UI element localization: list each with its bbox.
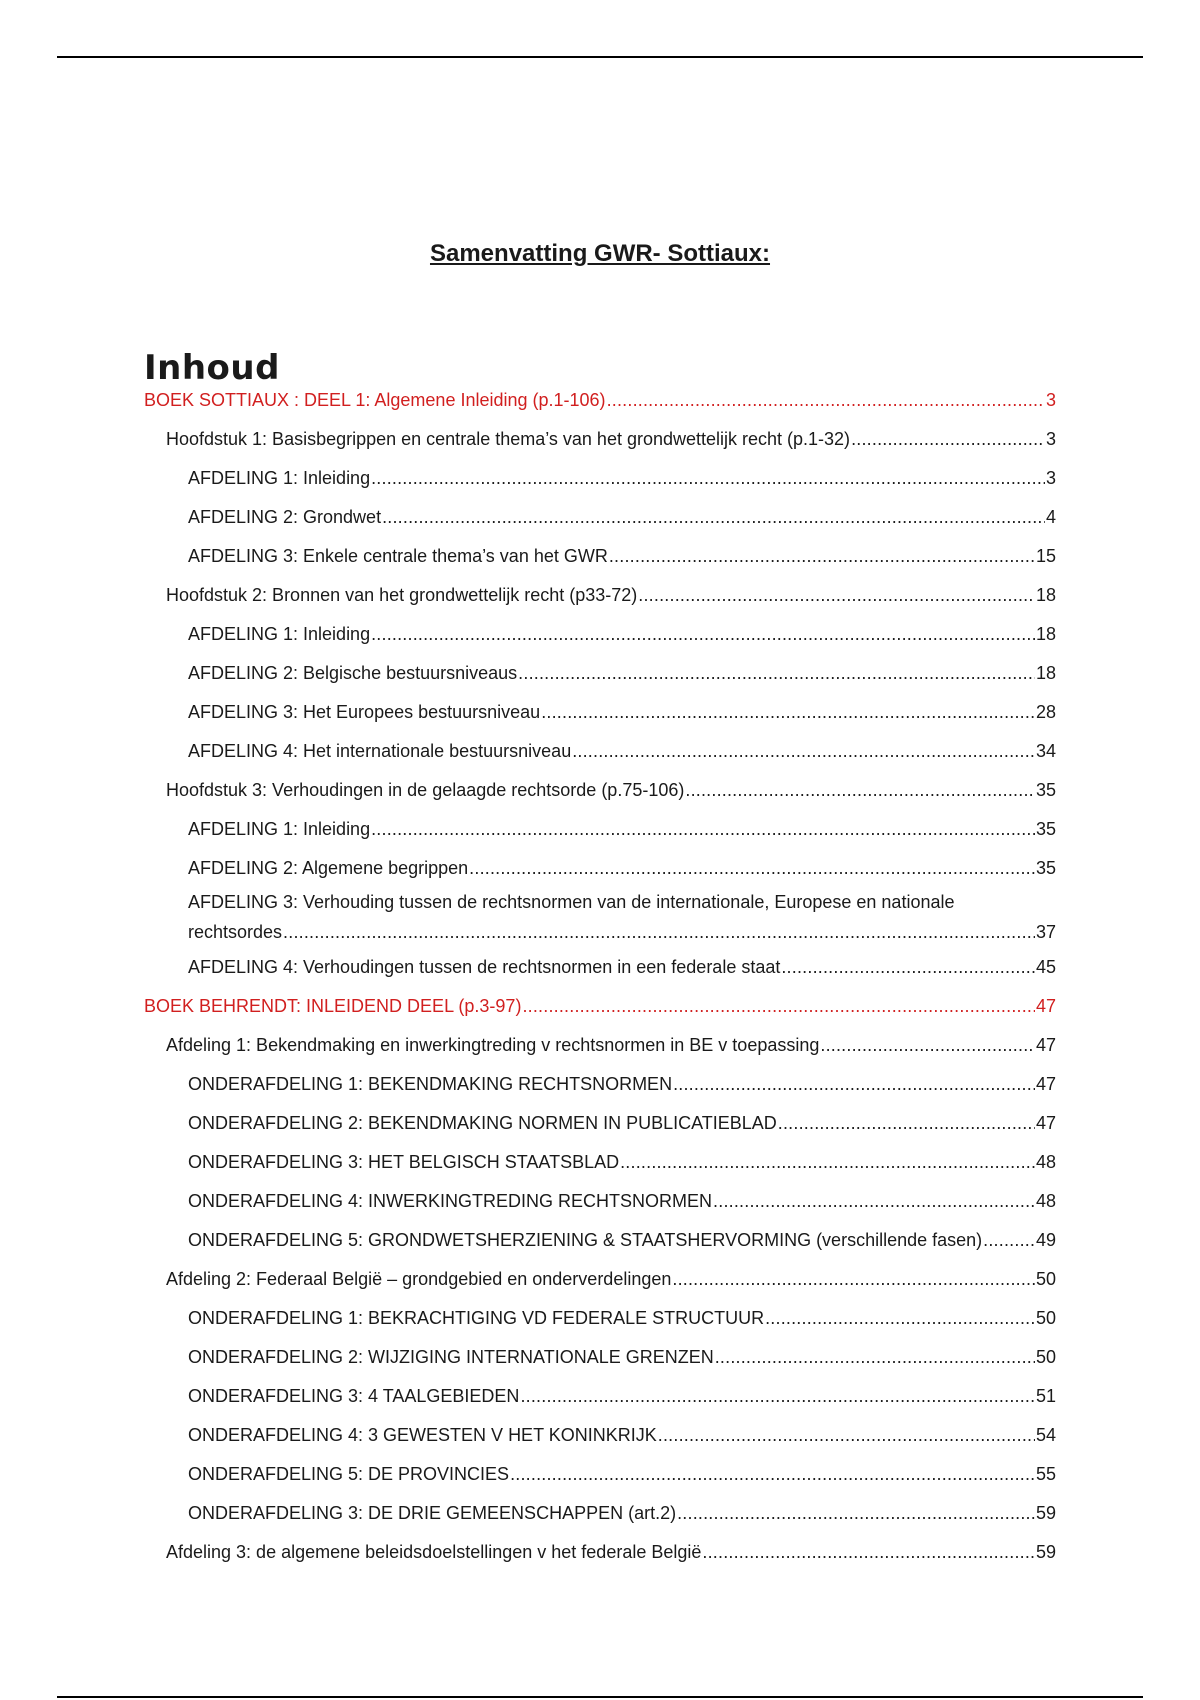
toc-entry[interactable]	[144, 890, 1056, 944]
toc-entry[interactable]	[144, 1345, 1056, 1369]
toc-entry-page: 3	[1045, 390, 1056, 410]
toc-entry-page: 3	[1045, 468, 1056, 488]
toc-entry-text: ONDERAFDELING 4: INWERKINGTREDING RECHTSNORMEN	[188, 1191, 713, 1211]
toc-entry-page: 50	[1035, 1308, 1056, 1328]
toc-entry-text: ONDERAFDELING 3: DE DRIE GEMEENSCHAPPEN (art.2)	[188, 1503, 677, 1523]
toc-entry[interactable]	[144, 1540, 1056, 1564]
toc-entry[interactable]	[144, 1033, 1056, 1057]
toc-entry-page: 15	[1035, 546, 1056, 566]
toc-entry[interactable]	[144, 1111, 1056, 1135]
toc-entry[interactable]	[144, 1423, 1056, 1447]
toc-leader-dots	[607, 388, 1045, 412]
toc-leader-dots	[713, 1189, 1035, 1213]
toc-entry-page: 4	[1045, 507, 1056, 527]
toc-leader-dots	[371, 817, 1035, 841]
toc-entry-page: 3	[1045, 429, 1056, 449]
toc-entry-text: ONDERAFDELING 5: GRONDWETSHERZIENING & STAATSHERVORMING (verschillende fasen)	[188, 1230, 983, 1250]
toc-leader-dots	[518, 661, 1035, 685]
toc-leader-dots	[469, 856, 1035, 880]
toc-entry-page: 47	[1035, 1074, 1056, 1094]
toc-entry-page: 48	[1035, 1191, 1056, 1211]
toc-entry[interactable]	[144, 817, 1056, 841]
toc-entry[interactable]	[144, 739, 1056, 763]
footer-rule	[57, 1696, 1143, 1698]
toc-entry-page: 35	[1035, 858, 1056, 878]
toc-leader-dots	[520, 1384, 1035, 1408]
toc-leader-dots	[778, 1111, 1035, 1135]
toc-entry[interactable]	[144, 661, 1056, 685]
toc-entry-text: AFDELING 2: Algemene begrippen	[188, 858, 469, 878]
toc-entry-page: 37	[1035, 922, 1056, 942]
toc-entry-page: 18	[1035, 663, 1056, 683]
toc-entry[interactable]	[144, 1189, 1056, 1213]
toc-entry-page: 47	[1035, 1035, 1056, 1055]
table-of-contents	[144, 388, 1056, 1564]
toc-entry-page: 47	[1035, 996, 1056, 1016]
toc-entry[interactable]	[144, 700, 1056, 724]
toc-leader-dots	[851, 427, 1045, 451]
toc-entry-page: 18	[1035, 585, 1056, 605]
toc-entry-text: AFDELING 4: Verhoudingen tussen de rechtsnormen in een federale staat	[188, 957, 781, 977]
toc-entry-page: 18	[1035, 624, 1056, 644]
toc-entry-text: AFDELING 1: Inleiding	[188, 819, 371, 839]
toc-entry-text: Hoofdstuk 2: Bronnen van het grondwettelijk recht (p33-72)	[166, 585, 638, 605]
toc-leader-dots	[371, 466, 1045, 490]
toc-entry-text: ONDERAFDELING 1: BEKENDMAKING RECHTSNORMEN	[188, 1074, 673, 1094]
toc-leader-dots	[371, 622, 1035, 646]
toc-leader-dots	[820, 1033, 1035, 1057]
toc-entry-page: 50	[1035, 1347, 1056, 1367]
toc-entry-page: 34	[1035, 741, 1056, 761]
toc-leader-dots	[685, 778, 1035, 802]
toc-entry-page: 59	[1035, 1542, 1056, 1562]
toc-entry-page: 54	[1035, 1425, 1056, 1445]
toc-entry-page: 45	[1035, 957, 1056, 977]
toc-entry-text: AFDELING 2: Grondwet	[188, 507, 382, 527]
toc-entry-text: BOEK BEHRENDT: INLEIDEND DEEL (p.3-97)	[144, 996, 522, 1016]
toc-leader-dots	[658, 1423, 1035, 1447]
toc-entry-page: 49	[1035, 1230, 1056, 1250]
toc-leader-dots	[715, 1345, 1035, 1369]
toc-entry[interactable]	[144, 1306, 1056, 1330]
toc-entry-text: ONDERAFDELING 3: 4 TAALGEBIEDEN	[188, 1386, 520, 1406]
toc-entry[interactable]	[144, 544, 1056, 568]
toc-entry-text: Hoofdstuk 3: Verhoudingen in de gelaagde rechtsorde (p.75-106)	[166, 780, 685, 800]
toc-entry-text: BOEK SOTTIAUX : DEEL 1: Algemene Inleiding (p.1-106)	[144, 390, 606, 410]
toc-entry[interactable]	[144, 427, 1056, 451]
toc-entry[interactable]	[144, 622, 1056, 646]
toc-leader-dots	[677, 1501, 1035, 1525]
toc-entry-text: AFDELING 1: Inleiding	[188, 624, 371, 644]
toc-leader-dots	[673, 1072, 1035, 1096]
toc-leader-dots	[702, 1540, 1035, 1564]
toc-leader-dots	[620, 1150, 1035, 1174]
toc-entry-text: AFDELING 3: Enkele centrale thema’s van het GWR	[188, 546, 608, 566]
toc-entry[interactable]	[144, 1267, 1056, 1291]
toc-entry[interactable]	[144, 778, 1056, 802]
toc-entry[interactable]	[144, 466, 1056, 490]
toc-entry-page: 59	[1035, 1503, 1056, 1523]
toc-entry[interactable]	[144, 856, 1056, 880]
toc-entry-text: ONDERAFDELING 5: DE PROVINCIES	[188, 1464, 510, 1484]
toc-entry-page: 51	[1035, 1386, 1056, 1406]
toc-leader-dots	[638, 583, 1035, 607]
toc-entry-text: ONDERAFDELING 1: BEKRACHTIGING VD FEDERALE STRUCTUUR	[188, 1308, 765, 1328]
toc-entry-text: ONDERAFDELING 2: WIJZIGING INTERNATIONALE GRENZEN	[188, 1347, 714, 1367]
toc-entry[interactable]	[144, 1501, 1056, 1525]
toc-leader-dots	[765, 1306, 1035, 1330]
toc-entry-page: 47	[1035, 1113, 1056, 1133]
toc-entry[interactable]	[144, 583, 1056, 607]
toc-leader-dots	[672, 1267, 1035, 1291]
toc-leader-dots	[983, 1228, 1035, 1252]
toc-entry[interactable]	[144, 1072, 1056, 1096]
toc-heading: Inhoud	[144, 348, 280, 388]
toc-entry[interactable]	[144, 1150, 1056, 1174]
toc-entry-text: Afdeling 1: Bekendmaking en inwerkingtreding v rechtsnormen in BE v toepassing	[166, 1035, 820, 1055]
toc-leader-dots	[609, 544, 1035, 568]
toc-leader-dots	[522, 994, 1035, 1018]
header-rule	[57, 56, 1143, 58]
toc-entry[interactable]	[144, 1462, 1056, 1486]
toc-leader-dots	[781, 955, 1035, 979]
toc-entry-text: Afdeling 3: de algemene beleidsdoelstellingen v het federale België	[166, 1542, 702, 1562]
toc-entry[interactable]	[144, 388, 1056, 412]
toc-entry[interactable]	[144, 1228, 1056, 1252]
toc-entry-page: 48	[1035, 1152, 1056, 1172]
toc-leader-dots	[541, 700, 1035, 724]
document-title: Samenvatting GWR- Sottiaux:	[429, 240, 771, 267]
toc-entry-text: AFDELING 1: Inleiding	[188, 468, 371, 488]
toc-entry[interactable]	[144, 955, 1056, 979]
toc-entry-text: AFDELING 3: Het Europees bestuursniveau	[188, 702, 541, 722]
toc-entry-text: Afdeling 2: Federaal België – grondgebied en onderverdelingen	[166, 1269, 672, 1289]
toc-entry-text: AFDELING 2: Belgische bestuursniveaus	[188, 663, 518, 683]
toc-entry[interactable]	[144, 1384, 1056, 1408]
toc-entry-text: ONDERAFDELING 3: HET BELGISCH STAATSBLAD	[188, 1152, 620, 1172]
toc-leader-dots	[510, 1462, 1035, 1486]
toc-entry-text: Hoofdstuk 1: Basisbegrippen en centrale thema’s van het grondwettelijk recht (p.1-32)	[166, 429, 851, 449]
toc-leader-dots	[572, 739, 1035, 763]
toc-entry-page: 35	[1035, 819, 1056, 839]
toc-entry-text-line1: AFDELING 3: Verhouding tussen de rechtsnormen van de internationale, Europese en nationale	[188, 892, 955, 912]
toc-entry[interactable]	[144, 505, 1056, 529]
toc-entry-page: 55	[1035, 1464, 1056, 1484]
toc-entry-page: 28	[1035, 702, 1056, 722]
toc-entry-page: 35	[1035, 780, 1056, 800]
toc-entry-page: 50	[1035, 1269, 1056, 1289]
toc-entry-text: rechtsordes	[188, 922, 283, 942]
toc-entry-text: ONDERAFDELING 4: 3 GEWESTEN V HET KONINKRIJK	[188, 1425, 657, 1445]
toc-entry-text: AFDELING 4: Het internationale bestuursniveau	[188, 741, 572, 761]
toc-entry[interactable]	[144, 994, 1056, 1018]
toc-leader-dots	[382, 505, 1045, 529]
toc-leader-dots	[283, 920, 1035, 944]
toc-entry-text: ONDERAFDELING 2: BEKENDMAKING NORMEN IN PUBLICATIEBLAD	[188, 1113, 777, 1133]
